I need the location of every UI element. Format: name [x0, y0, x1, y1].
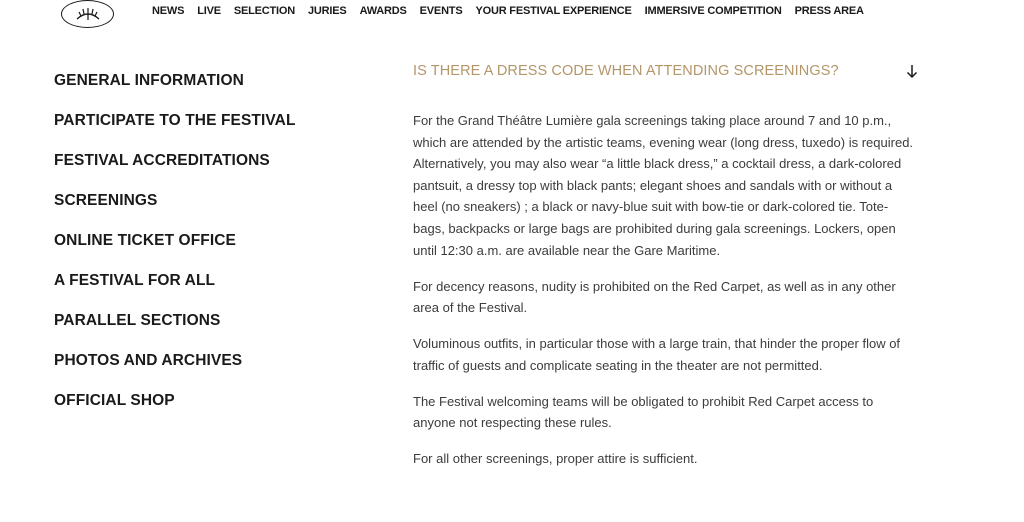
- nav-item-selection[interactable]: SELECTION: [233, 5, 296, 17]
- top-navigation-bar: [0, 0, 1024, 26]
- palm-logo-icon: [73, 6, 103, 22]
- nav-item-live[interactable]: LIVE: [197, 5, 221, 17]
- answer-paragraph: For all other screenings, proper attire is sufficient.: [413, 451, 698, 467]
- sidebar-item-official-shop[interactable]: OFFICIAL SHOP: [54, 392, 175, 409]
- sidebar-item-ticket-office[interactable]: ONLINE TICKET OFFICE: [54, 232, 236, 249]
- sidebar-item-parallel-sections[interactable]: PARALLEL SECTIONS: [54, 312, 221, 329]
- faq-panel: [413, 62, 918, 484]
- nav-item-awards[interactable]: AWARDS: [359, 5, 407, 17]
- faq-question-toggle[interactable]: [413, 62, 918, 110]
- nav-item-juries[interactable]: JURIES: [308, 5, 347, 17]
- festival-logo[interactable]: [61, 0, 114, 28]
- sidebar-item-participate[interactable]: PARTICIPATE TO THE FESTIVAL: [54, 112, 296, 129]
- nav-item-news[interactable]: NEWS: [152, 5, 185, 17]
- sidebar-menu: [54, 72, 354, 432]
- arrow-down-icon: [906, 64, 918, 80]
- faq-question: IS THERE A DRESS CODE WHEN ATTENDING SCREENINGS?: [413, 63, 839, 79]
- sidebar-item-accreditations[interactable]: FESTIVAL ACCREDITATIONS: [54, 152, 270, 169]
- main-nav: [152, 5, 877, 18]
- sidebar-item-photos-archives[interactable]: PHOTOS AND ARCHIVES: [54, 352, 243, 369]
- nav-item-press-area[interactable]: PRESS AREA: [794, 5, 864, 17]
- sidebar-item-general-information[interactable]: GENERAL INFORMATION: [54, 72, 244, 89]
- sidebar-item-festival-for-all[interactable]: A FESTIVAL FOR ALL: [54, 272, 216, 289]
- answer-paragraph: For decency reasons, nudity is prohibited on the Red Carpet, as well as in any other area of the Festival.: [413, 278, 896, 316]
- answer-paragraph: The Festival welcoming teams will be obligated to prohibit Red Carpet access to anyone not respecting these rules.: [413, 393, 874, 431]
- sidebar-item-screenings[interactable]: SCREENINGS: [54, 192, 158, 209]
- answer-paragraph: Voluminous outfits, in particular those with a large train, that hinder the proper flow of traffic of guests and complicate seating in the theater are not permitted.: [413, 336, 901, 373]
- nav-item-immersive-competition[interactable]: IMMERSIVE COMPETITION: [644, 5, 782, 17]
- nav-item-festival-experience[interactable]: YOUR FESTIVAL EXPERIENCE: [475, 5, 632, 17]
- faq-answer: [413, 110, 918, 470]
- nav-item-events[interactable]: EVENTS: [419, 5, 463, 17]
- answer-paragraph: For the Grand Théâtre Lumière gala screenings taking place around 7 and 10 p.m., which are attended by the artistic teams, evening wear (long dress, tuxedo) is required. Alternatively, you may also wear “a little black dress,” a cocktail dress, a dark-colored pantsuit, a dressy top with black pants; elegant shoes and sandals with or without a heel (no sneakers) ; a black or navy-blue suit with bow-tie or dark-colored tie. Tote-bags, backpacks or large bags are prohibited during gala screenings. Lockers, open until 12:30 a.m. are available near the Gare Maritime.: [413, 113, 914, 258]
